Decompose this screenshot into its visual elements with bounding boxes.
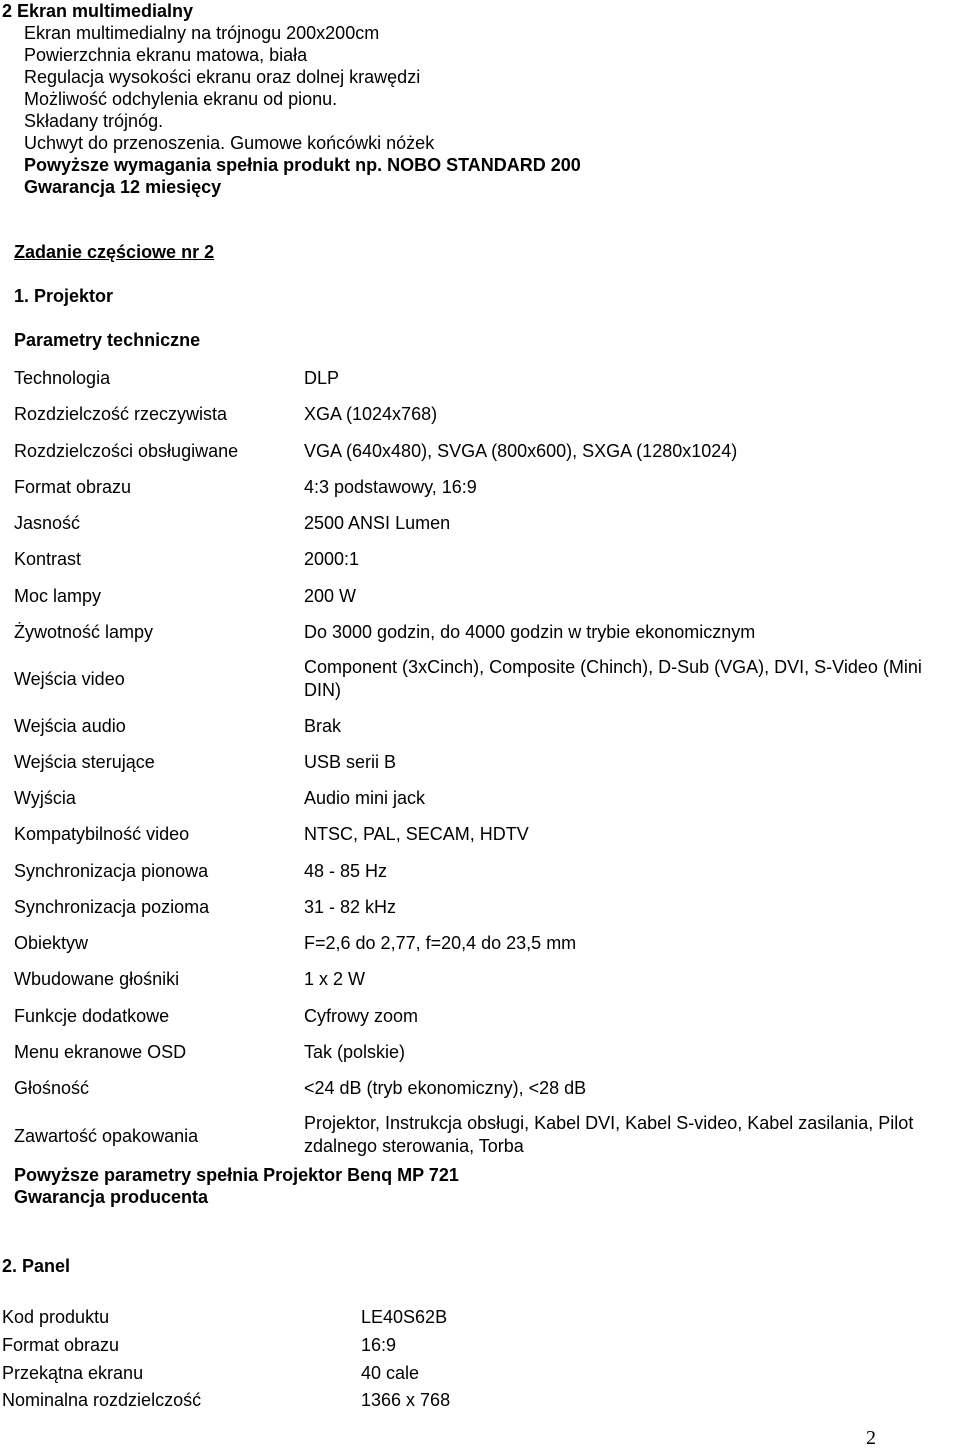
spec-value: 1 x 2 W xyxy=(304,969,366,989)
spec-value: <24 dB (tryb ekonomiczny), <28 dB xyxy=(304,1078,587,1098)
panel-spec-value: 16:9 xyxy=(361,1335,397,1355)
task-heading: Zadanie częściowe nr 2 xyxy=(14,242,215,262)
panel-heading: 2. Panel xyxy=(2,1256,71,1276)
panel-spec-label: Przekątna ekranu xyxy=(2,1363,144,1383)
panel-spec-label: Format obrazu xyxy=(2,1335,120,1355)
spec-label: Wyjścia xyxy=(14,788,76,808)
spec-value: 200 W xyxy=(304,586,357,606)
spec-label: Wejścia audio xyxy=(14,716,126,736)
spec-label: Obiektyw xyxy=(14,933,89,953)
spec-value: USB serii B xyxy=(304,752,397,772)
projector-compliance: Powyższe parametry spełnia Projektor Benq MP 721 xyxy=(14,1165,459,1185)
panel-spec-value: 40 cale xyxy=(361,1363,420,1383)
spec-value: VGA (640x480), SVGA (800x600), SXGA (1280x1024) xyxy=(304,441,738,461)
projector-warranty: Gwarancja producenta xyxy=(14,1187,209,1207)
spec-value: XGA (1024x768) xyxy=(304,404,438,424)
spec-value: 4:3 podstawowy, 16:9 xyxy=(304,477,477,497)
screen-warranty: Gwarancja 12 miesięcy xyxy=(24,177,222,197)
spec-value: 31 - 82 kHz xyxy=(304,897,397,917)
spec-value: Projektor, Instrukcja obsługi, Kabel DVI, Kabel S-video, Kabel zasilania, Pilot zdalnego sterowania, Torba xyxy=(304,1113,914,1156)
spec-value: NTSC, PAL, SECAM, HDTV xyxy=(304,824,529,844)
spec-value: 2000:1 xyxy=(304,549,360,569)
screen-line: Uchwyt do przenoszenia. Gumowe końcówki nóżek xyxy=(24,133,435,153)
spec-value: Component (3xCinch), Composite (Chinch), D-Sub (VGA), DVI, S-Video (Mini DIN) xyxy=(304,657,922,700)
spec-value: Tak (polskie) xyxy=(304,1042,406,1062)
spec-label: Synchronizacja pionowa xyxy=(14,861,209,881)
screen-line: Możliwość odchylenia ekranu od pionu. xyxy=(24,89,338,109)
screen-line: Składany trójnóg. xyxy=(24,111,164,131)
page-number: 2 xyxy=(866,1427,876,1449)
spec-value: DLP xyxy=(304,368,340,388)
spec-value: Do 3000 godzin, do 4000 godzin w trybie ekonomicznym xyxy=(304,622,756,642)
spec-value: 2500 ANSI Lumen xyxy=(304,513,451,533)
spec-label: Głośność xyxy=(14,1078,90,1098)
spec-label: Jasność xyxy=(14,513,81,533)
spec-label: Żywotność lampy xyxy=(14,622,154,642)
panel-spec-value: LE40S62B xyxy=(361,1307,448,1327)
spec-label: Funkcje dodatkowe xyxy=(14,1006,170,1026)
spec-value: 48 - 85 Hz xyxy=(304,861,388,881)
spec-label: Zawartość opakowania xyxy=(14,1126,199,1146)
spec-label: Kompatybilność video xyxy=(14,824,190,844)
spec-label: Moc lampy xyxy=(14,586,102,606)
spec-label: Menu ekranowe OSD xyxy=(14,1042,187,1062)
spec-value: Cyfrowy zoom xyxy=(304,1006,419,1026)
projector-title: 1. Projektor xyxy=(14,286,114,306)
params-heading: Parametry techniczne xyxy=(14,330,201,350)
spec-label: Wejścia sterujące xyxy=(14,752,155,772)
panel-spec-value: 1366 x 768 xyxy=(361,1390,451,1410)
spec-label: Rozdzielczości obsługiwane xyxy=(14,441,239,461)
spec-label: Rozdzielczość rzeczywista xyxy=(14,404,228,424)
spec-value: Brak xyxy=(304,716,342,736)
spec-value: Audio mini jack xyxy=(304,788,426,808)
spec-label: Format obrazu xyxy=(14,477,132,497)
screen-line: Powierzchnia ekranu matowa, biała xyxy=(24,45,308,65)
spec-value: F=2,6 do 2,77, f=20,4 do 23,5 mm xyxy=(304,933,577,953)
spec-label: Technologia xyxy=(14,368,111,388)
spec-label: Wejścia video xyxy=(14,669,125,689)
spec-label: Wbudowane głośniki xyxy=(14,969,180,989)
screen-line: Regulacja wysokości ekranu oraz dolnej krawędzi xyxy=(24,67,421,87)
spec-label: Synchronizacja pozioma xyxy=(14,897,210,917)
screen-compliance: Powyższe wymagania spełnia produkt np. NOBO STANDARD 200 xyxy=(24,155,581,175)
panel-spec-label: Nominalna rozdzielczość xyxy=(2,1390,202,1410)
screen-heading: 2 Ekran multimedialny xyxy=(2,1,194,21)
panel-spec-label: Kod produktu xyxy=(2,1307,110,1327)
screen-line: Ekran multimedialny na trójnogu 200x200cm xyxy=(24,23,380,43)
spec-label: Kontrast xyxy=(14,549,82,569)
